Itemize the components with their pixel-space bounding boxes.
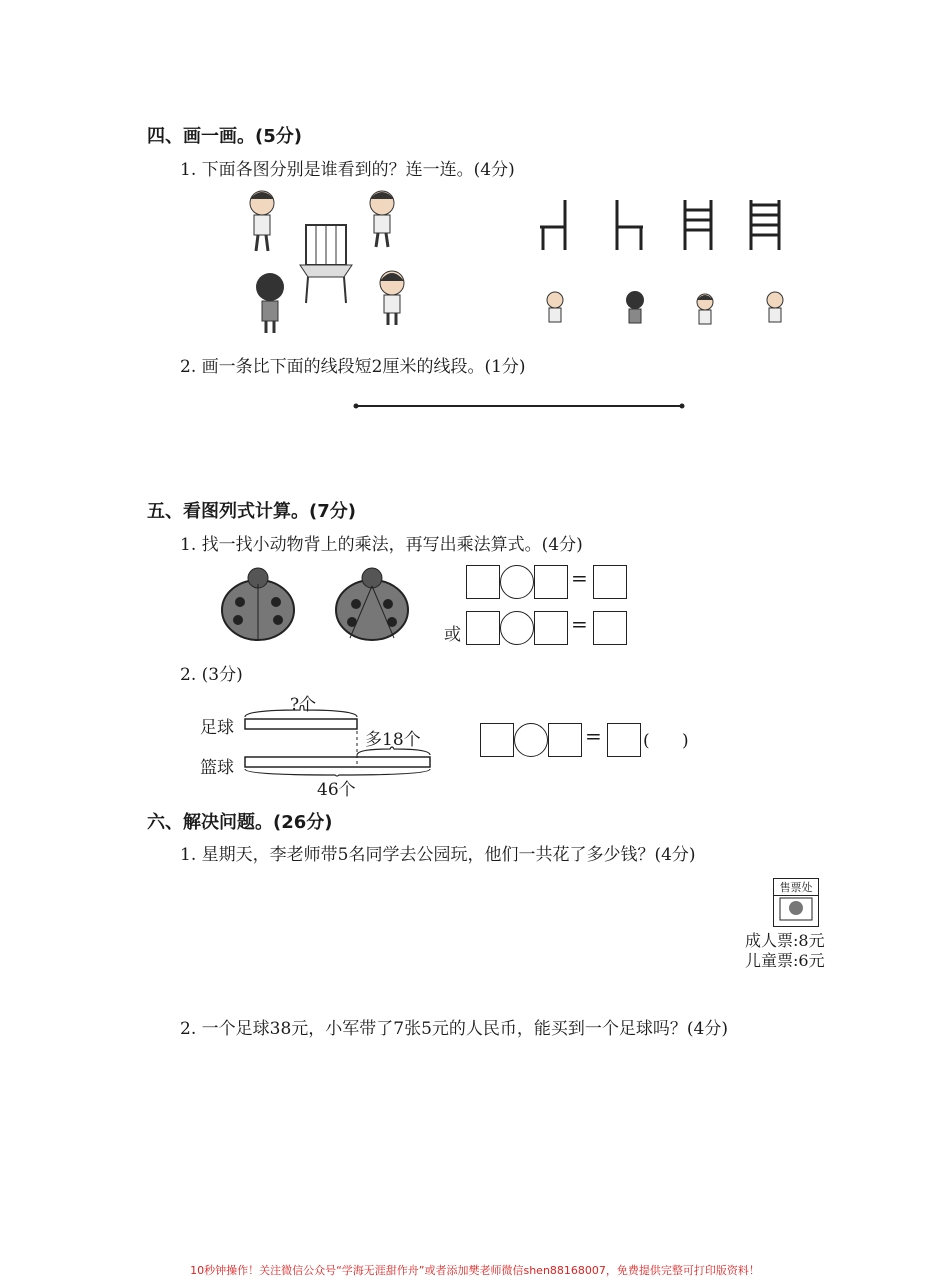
answer-box[interactable] xyxy=(534,565,568,599)
chair-side-view-right xyxy=(617,200,643,250)
chair-back-view xyxy=(751,200,779,250)
section4-title: 四、画一画。(5分) xyxy=(147,126,302,147)
ticket-seller-icon xyxy=(774,896,818,922)
girl-back-figure xyxy=(256,273,284,333)
boy-left-figure xyxy=(250,191,274,251)
answer-box[interactable] xyxy=(548,723,582,757)
section4-q2: 2. 画一条比下面的线段短2厘米的线段。(1分) xyxy=(180,357,526,377)
total-label: 46个 xyxy=(317,780,356,800)
section6-q1: 1. 星期天，李老师带5名同学去公园玩，他们一共花了多少钱？(4分) xyxy=(180,845,696,865)
basketball-bar xyxy=(245,757,430,767)
football-bar xyxy=(245,719,357,729)
small-boy-2 xyxy=(767,292,783,322)
section5-q2: 2. (3分) xyxy=(180,665,243,685)
adult-ticket-price: 成人票:8元 xyxy=(745,931,825,950)
ticket-sign: 售票处 xyxy=(774,879,818,896)
section5-title: 五、看图列式计算。(7分) xyxy=(147,501,356,522)
child-ticket-price: 儿童票:6元 xyxy=(745,951,825,970)
answer-box[interactable] xyxy=(593,565,627,599)
footer-note: 10秒钟操作！关注微信公众号“学海无涯甜作舟”或者添加樊老师微信shen88168007，免费提供完整可打印版资料！ xyxy=(190,1264,760,1277)
chair-front-view xyxy=(685,200,711,250)
chair-side-view-left xyxy=(540,200,565,250)
ticket-booth xyxy=(773,878,819,927)
unit-paren: ( ) xyxy=(643,731,689,751)
answer-box[interactable] xyxy=(607,723,641,757)
kids-chair-illustration xyxy=(240,185,420,335)
equals-sign: = xyxy=(585,724,602,748)
line-segment xyxy=(350,400,690,412)
operator-circle[interactable] xyxy=(500,565,534,599)
boy-right-figure xyxy=(370,191,394,247)
or-label: 或 xyxy=(444,625,461,645)
answer-box[interactable] xyxy=(466,611,500,645)
equals-sign: = xyxy=(571,612,588,636)
answer-box[interactable] xyxy=(534,611,568,645)
ladybug-1 xyxy=(222,568,294,640)
section6-title: 六、解决问题。(26分) xyxy=(147,812,333,833)
section5-q1: 1. 找一找小动物背上的乘法，再写出乘法算式。(4分) xyxy=(180,535,583,555)
chair-figure xyxy=(300,225,352,303)
basketball-label: 篮球 xyxy=(200,758,234,778)
ladybugs xyxy=(210,566,430,646)
operator-circle[interactable] xyxy=(514,723,548,757)
operator-circle[interactable] xyxy=(500,611,534,645)
section4-q1: 1. 下面各图分别是谁看到的？连一连。(4分) xyxy=(180,160,515,180)
equals-sign: = xyxy=(571,566,588,590)
ladybug-2 xyxy=(336,568,408,640)
bar-diagram xyxy=(240,705,440,777)
chair-views xyxy=(535,195,790,255)
small-girl-back xyxy=(626,291,644,323)
answer-box[interactable] xyxy=(593,611,627,645)
small-girl-front xyxy=(697,294,713,324)
small-boy-1 xyxy=(547,292,563,322)
section6-q2: 2. 一个足球38元，小军带了7张5元的人民币，能买到一个足球吗？(4分) xyxy=(180,1019,728,1039)
answer-box[interactable] xyxy=(466,565,500,599)
answer-box[interactable] xyxy=(480,723,514,757)
small-kids-row xyxy=(540,290,790,335)
diagram-question-label: ?个 xyxy=(290,695,317,715)
girl-front-figure xyxy=(380,271,404,325)
football-label: 足球 xyxy=(200,718,234,738)
more-label: 多18个 xyxy=(365,730,421,750)
